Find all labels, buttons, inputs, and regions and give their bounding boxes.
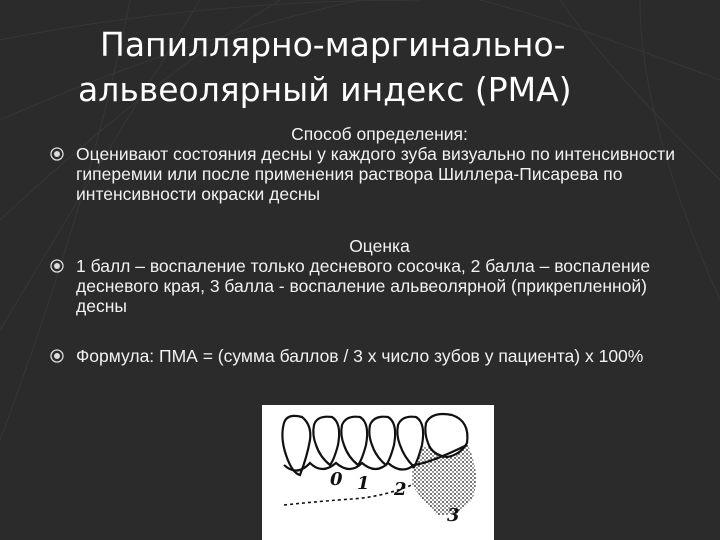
tooth-6 <box>425 414 467 457</box>
circle-bullet-icon <box>50 147 64 161</box>
label-score-0: 0 <box>330 469 343 490</box>
tooth-4 <box>369 417 395 465</box>
list-item-method <box>50 144 695 204</box>
tooth-2 <box>313 417 339 465</box>
list-item-score <box>50 256 695 316</box>
tooth-3 <box>341 417 367 465</box>
slide-title <box>60 22 680 112</box>
title-line-1: Папиллярно-маргинально- <box>100 25 566 64</box>
label-score-2: 2 <box>394 479 407 500</box>
list-item-formula <box>50 346 695 366</box>
alveolar-line <box>284 485 412 505</box>
formula-text: Формула: ПМА = (сумма баллов / 3 х число зубов у пациента) х 100% <box>76 346 644 366</box>
teeth-gum-illustration <box>262 405 494 540</box>
label-score-3: 3 <box>447 505 460 526</box>
title-line-2: альвеолярный индекс (РМА) <box>78 70 572 109</box>
slide-content <box>50 124 695 366</box>
label-score-1: 1 <box>357 473 370 494</box>
method-heading: Способ определения: <box>291 124 468 144</box>
method-text: Оценивают состояния десны у каждого зуба визуально по интенсивности гиперемии или после применения раствора Шиллера-Писарева по интенсивности окраски десны <box>76 144 675 204</box>
circle-bullet-icon <box>50 259 64 273</box>
circle-bullet-icon <box>50 349 64 363</box>
score-text: 1 балл – воспаление только десневого сосочка, 2 балла – воспаление десневого края, 3 балла - воспаление альвеолярной (прикрепленной) десны <box>76 256 651 316</box>
score-heading: Оценка <box>349 236 410 256</box>
